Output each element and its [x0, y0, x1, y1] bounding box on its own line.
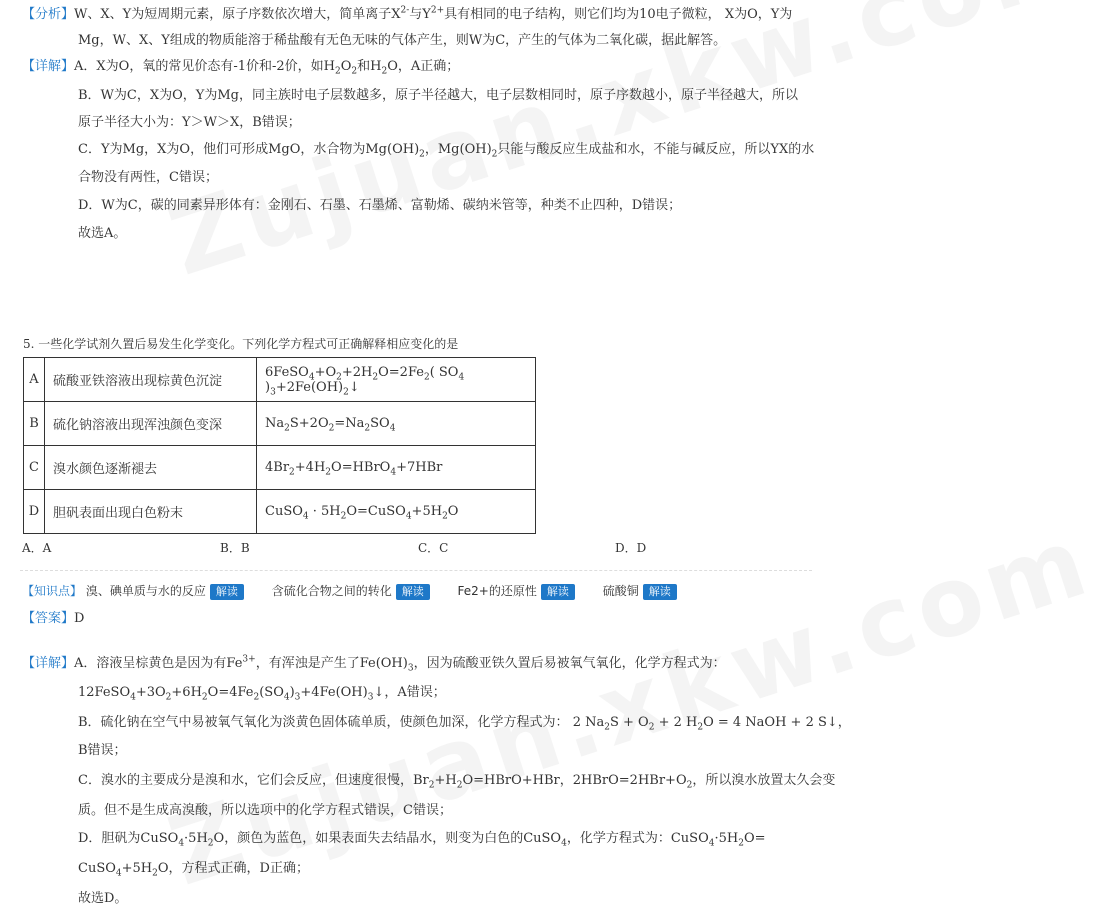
answer-value: D — [74, 611, 85, 626]
detail2-d-1: D．胆矾为$CuSO_4\cdot 5H_2O$，颜色为蓝色，如果表面失去结晶水，则变为白色的CuSO$_4$，化学方程式为：$CuSO_4\cdot 5H_2O=$ — [78, 831, 766, 849]
detail2-c-1: C．溴水的主要成分是溴和水，它们会反应，但速度很慢，$Br_2+H_2O=HBrO+HBr$，$2HBrO=2HBr+O_2$，所以溴水放置太久会变 — [78, 773, 836, 791]
knowledge-points — [22, 582, 701, 600]
analysis-tag: 【分析】 — [22, 7, 75, 22]
interpret-button[interactable]: 解读 — [210, 584, 244, 600]
answer-tag: 【答案】 — [22, 611, 75, 626]
interpret-button[interactable]: 解读 — [643, 584, 677, 600]
row-label: D — [24, 490, 45, 534]
row-equation: CuSO$_4$ · $5H_2O=CuSO_4+5H_2O$ — [257, 490, 536, 534]
question-table — [23, 357, 536, 534]
knowledge-item: 含硫化合物之间的转化 解读 — [272, 584, 430, 598]
interpret-button[interactable]: 解读 — [541, 584, 575, 600]
row-equation: $6FeSO_4+O_2+2H_2O=2Fe_2$( $SO_4$ )$_3+2Fe(OH)_2↓$ — [257, 358, 536, 402]
row-desc: 硫化钠溶液出现浑浊颜色变深 — [45, 402, 257, 446]
interpret-button[interactable]: 解读 — [396, 584, 430, 600]
knowledge-item: 溴、碘单质与水的反应 解读 — [86, 584, 244, 598]
row-desc: 溴水颜色逐渐褪去 — [45, 446, 257, 490]
detail-tag: 【详解】 — [22, 59, 75, 74]
detail2-b-2: B错误； — [78, 743, 127, 758]
detail2-b-1: B．硫化钠在空气中易被氧气氧化为淡黄色固体硫单质，使颜色加深，化学方程式为： 2 $Na_2S + O_2 + 2$ $H_2O = 4$ NaOH + 2 S↓， — [78, 715, 851, 733]
option-d[interactable]: D．D — [615, 541, 647, 555]
question-stem: 5. 一些化学试剂久置后易发生化学变化。下列化学方程式可正确解释相应变化的是 — [23, 337, 459, 351]
detail2-a-2: $12FeSO_4+3O_2+6H_2O=4Fe_2(SO_4)_3+4Fe(OH)_3↓$，A错误； — [78, 685, 446, 703]
detail-d: D．W为C，碳的同素异形体有：金刚石、石墨、石墨烯、富勒烯、碳纳米管等，种类不止四种，D错误； — [78, 198, 682, 213]
row-equation: $4Br_2+4H_2O=HBrO_4+7HBr$ — [257, 446, 536, 490]
row-label: B — [24, 402, 45, 446]
table-row — [24, 446, 536, 490]
answer-line — [22, 610, 84, 628]
table-row — [24, 490, 536, 534]
detail-c-1: C．Y为Mg，X为O，他们可形成MgO，水合物为$Mg(OH)_2$，$Mg(OH)_2$只能与酸反应生成盐和水，不能与碱反应，所以YX的水 — [78, 142, 815, 160]
row-desc: 胆矾表面出现白色粉末 — [45, 490, 257, 534]
row-desc: 硫酸亚铁溶液出现棕黄色沉淀 — [45, 358, 257, 402]
knowledge-item: Fe2+的还原性 解读 — [458, 584, 575, 598]
detail-b-1: B．W为C，X为O，Y为Mg，同主族时电子层数越多，原子半径越大，电子层数相同时，原子序数越小，原子半径越大，所以 — [78, 88, 798, 103]
divider — [20, 570, 812, 571]
detail2-a-1: 【详解】A．溶液呈棕黄色是因为有$Fe^{3+}$，有浑浊是产生了$Fe(OH)_3$，因为硫酸亚铁久置后易被氧气氧化，化学方程式为： — [22, 654, 726, 674]
detail2-conclusion: 故选D。 — [78, 891, 128, 906]
detail-c-2: 合物没有两性，C错误； — [78, 170, 218, 185]
row-equation: $Na_2S+2O_2=Na_2SO_4$ — [257, 402, 536, 446]
table-row — [24, 402, 536, 446]
analysis-line-2: Mg，W、X、Y组成的物质能溶于稀盐酸有无色无味的气体产生，则W为C，产生的气体为二氧化碳，据此解答。 — [78, 33, 727, 48]
row-label: A — [24, 358, 45, 402]
knowledge-tag: 【知识点】 — [22, 584, 83, 598]
option-c[interactable]: C．C — [418, 541, 449, 555]
option-a[interactable]: A．A — [22, 541, 52, 555]
detail2-d-2: $CuSO_4+5H_2O$，方程式正确，D正确； — [78, 861, 309, 879]
detail-b-2: 原子半径大小为：Y＞W＞X，B错误； — [78, 115, 301, 130]
detail-conclusion: 故选A。 — [78, 226, 127, 241]
knowledge-item: 硫酸铜 解读 — [603, 584, 677, 598]
detail-a: 【详解】A．X为O，氧的常见价态有-1价和-2价，如$H_2O_2$和$H_2O$，A正确； — [22, 59, 460, 77]
option-b[interactable]: B．B — [220, 541, 250, 555]
detail2-c-2: 质。但不是生成高溴酸，所以选项中的化学方程式错误，C错误； — [78, 803, 452, 818]
row-label: C — [24, 446, 45, 490]
analysis-line-1: 【分析】W、X、Y为短周期元素，原子序数依次增大，简单离子$X^{2-}$与$Y^{2+}$具有相同的电子结构，则它们均为10电子微粒， X为O，Y为 — [22, 5, 793, 22]
detail2-tag: 【详解】 — [22, 656, 75, 671]
table-row — [24, 358, 536, 402]
